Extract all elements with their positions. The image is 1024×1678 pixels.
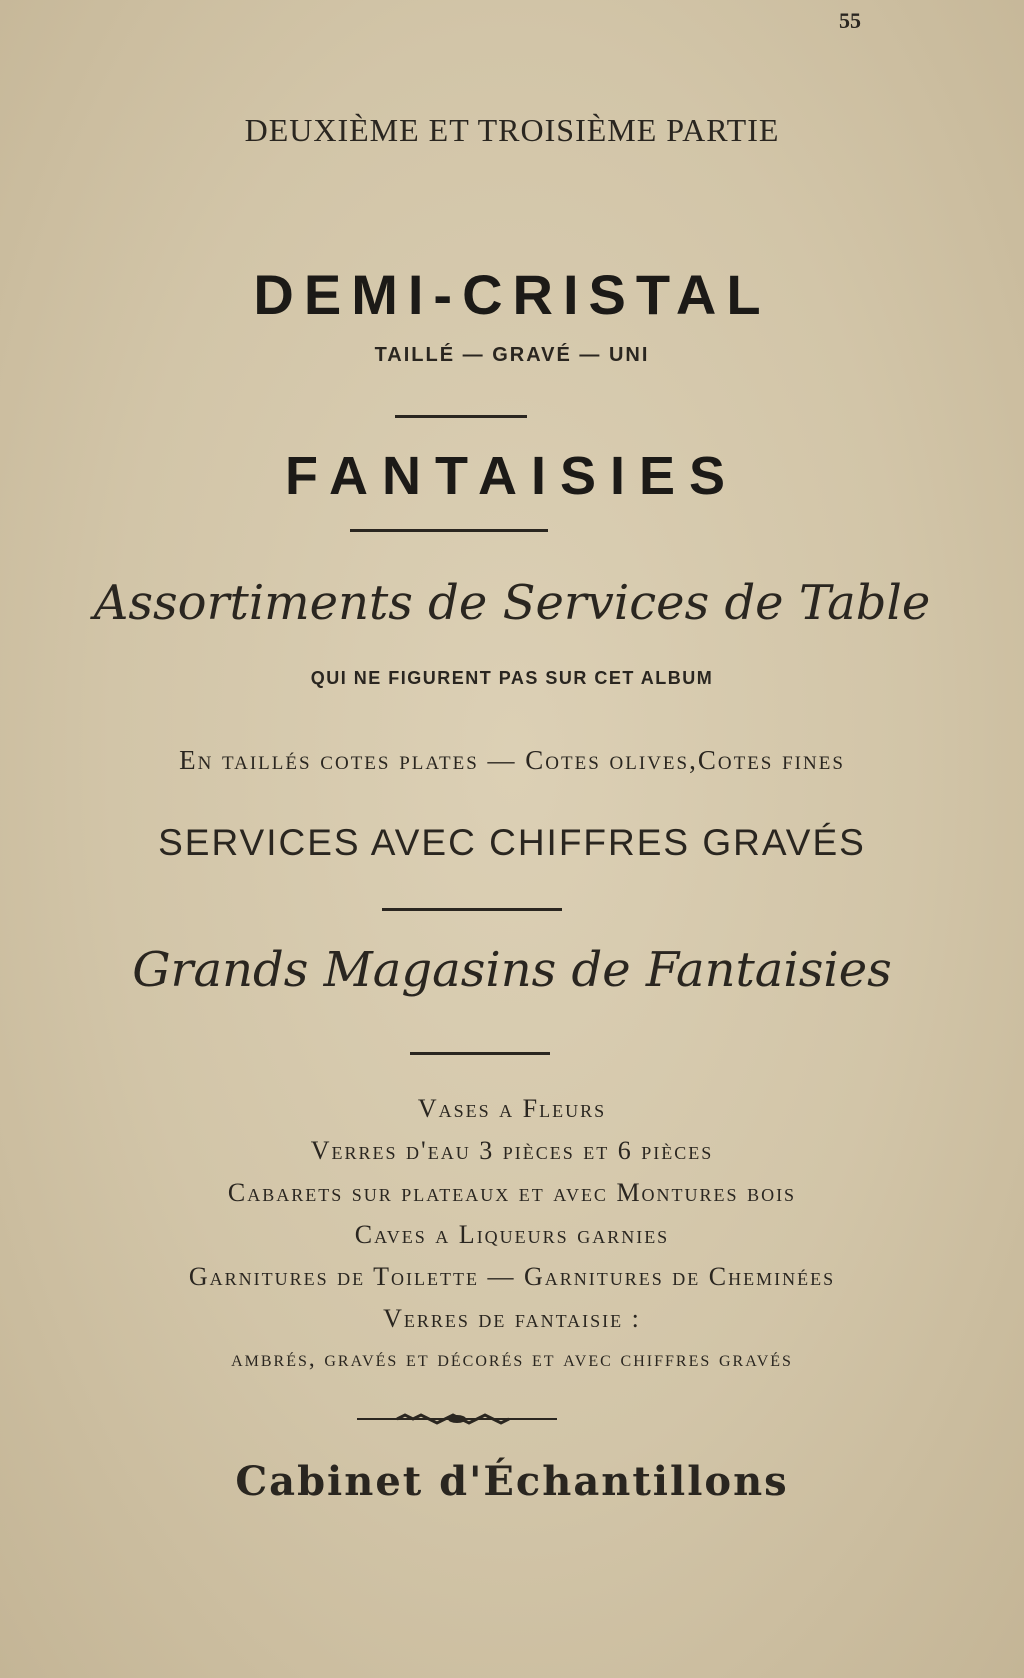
part-heading: DEUXIÈME ET TROISIÈME PARTIE [244,112,780,148]
list-item: ambrés, gravés et décorés et avec chiffres gravés [231,1346,793,1371]
list-item: Verres de fantaisie : [383,1304,641,1333]
list-item: Cabarets sur plateaux et avec Montures bois [227,1178,797,1207]
list-item: Verres d'eau 3 pièces et 6 pièces [310,1136,714,1165]
divider [382,908,562,911]
page-number: 55 [839,8,861,33]
divider [350,529,548,532]
divider [410,1052,550,1055]
tailles-line: En taillés cotes plates — Cotes olives,Cotes fines [179,745,845,775]
ornament-divider [357,1413,557,1425]
list-item: Vases a Fleurs [417,1094,607,1123]
fantaisies-title: FANTAISIES [284,446,740,506]
assortiments-title: Assortiments de Services de Table [93,575,931,631]
demi-cristal-title: DEMI-CRISTAL [253,263,771,326]
demi-cristal-subtitle: TAILLÉ — GRAVÉ — UNI [374,344,650,366]
list-item: Garnitures de Toilette — Garnitures de Cheminées [188,1262,836,1291]
list-item: Caves a Liqueurs garnies [354,1220,670,1249]
assortiments-note: QUI NE FIGURENT PAS SUR CET ALBUM [310,668,714,688]
grands-magasins-title: Grands Magasins de Fantaisies [132,942,892,998]
divider [395,415,527,418]
services-line: SERVICES AVEC CHIFFRES GRAVÉS [158,822,866,863]
cabinet-title: Cabinet d'Échantillons [235,1458,789,1505]
